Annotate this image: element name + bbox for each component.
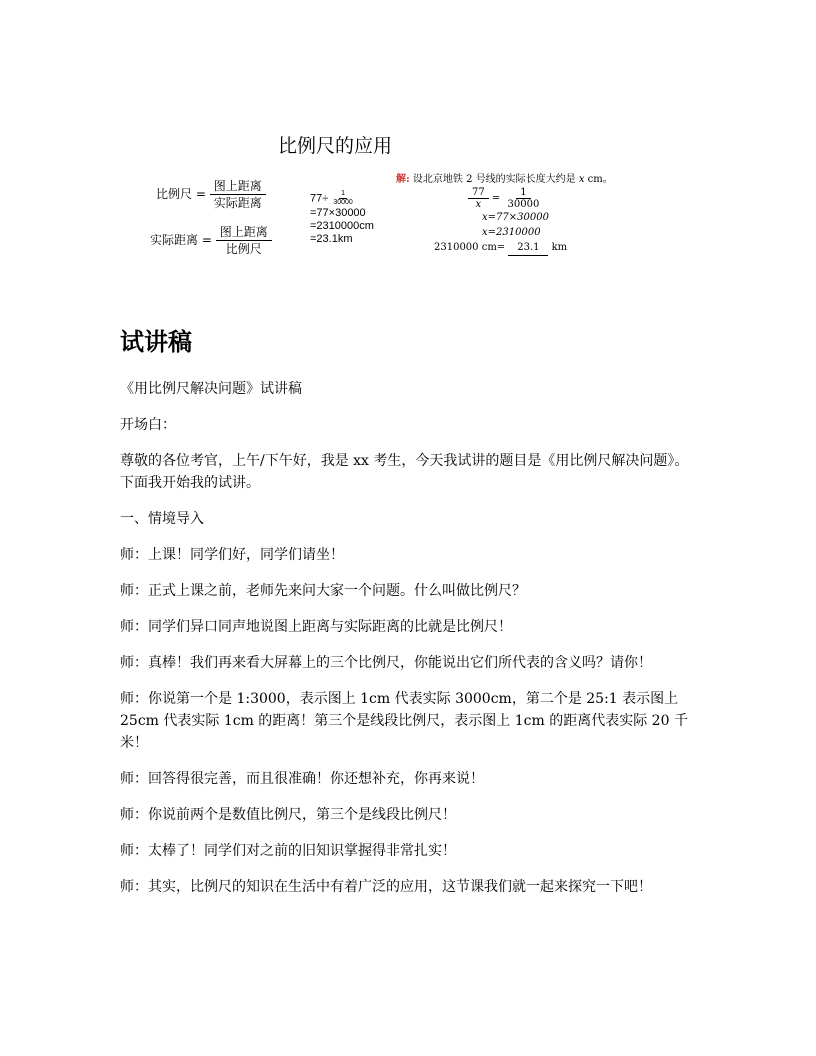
conversion-prefix: 2310000 cm= (434, 242, 506, 253)
equation-numerator: 1 (516, 187, 530, 199)
calc-first-line (310, 190, 374, 207)
paragraph: 开场白： (120, 417, 176, 433)
calc-numerator: 1 (341, 190, 346, 197)
unit-conversion (434, 240, 613, 256)
calculation-method-2 (396, 172, 613, 256)
formula-label: 实际距离 = (150, 233, 212, 247)
formula-denominator: 实际距离 (213, 196, 262, 210)
equation-step: x=2310000 (482, 227, 541, 238)
formula-label: 比例尺 = (156, 187, 206, 201)
paragraph: 师：上课！同学们好，同学们请坐！ (120, 547, 344, 563)
proportion-equation (468, 187, 613, 210)
equation-denominator: 30000 (507, 199, 540, 210)
paragraph: 师：你说第一个是 1:3000，表示图上 1cm 代表实际 3000cm，第二个是 25:1 表示图上 25cm 代表实际 1cm 的距离！第三个是线段比例尺，表示图上 1cm 的距离代表实际 20 千米！ (120, 691, 688, 751)
calc-prefix: 77÷ (310, 192, 329, 205)
calc-line: =77×30000 (310, 207, 366, 219)
calculation-method-1 (310, 190, 374, 246)
calc-fraction (331, 190, 354, 207)
paragraph: 尊敬的各位考官，上午/下午好，我是 xx 考生，今天我试讲的题目是《用比例尺解决问题》。下面我开始我的试讲。 (120, 453, 689, 491)
solution-variable: x (578, 174, 585, 185)
solution-text: 设北京地铁 2 号线的实际长度大约是 (412, 174, 576, 185)
solution-label: 解: (396, 174, 410, 185)
paragraph: 师：同学们异口同声地说图上距离与实际距离的比就是比例尺！ (120, 619, 512, 635)
paragraph: 师：正式上课之前，老师先来问大家一个问题。什么叫做比例尺？ (120, 583, 526, 599)
conversion-unit: km (551, 242, 568, 253)
conversion-answer: 23.1 (508, 240, 548, 256)
paragraph: 师：其实，比例尺的知识在生活中有着广泛的应用，这节课我们就一起来探究一下吧！ (120, 879, 652, 895)
actual-distance-formula (150, 224, 272, 257)
solution-statement (396, 172, 613, 187)
script-body (120, 378, 696, 912)
figure-title: 比例尺的应用 (278, 135, 393, 157)
equation-denominator: x (475, 199, 482, 210)
paragraph: 师：你说前两个是数值比例尺，第三个是线段比例尺！ (120, 807, 456, 823)
formula-denominator: 比例尺 (225, 242, 262, 256)
paragraph: 《用比例尺解决问题》试讲稿 (120, 381, 302, 397)
equation-right-fraction (504, 187, 544, 210)
solution-unit: cm。 (587, 174, 613, 185)
paragraph: 师：真棒！我们再来看大屏幕上的三个比例尺，你能说出它们所代表的含义吗？请你！ (120, 655, 652, 671)
page-heading: 试讲稿 (120, 328, 192, 356)
formula-fraction (216, 224, 272, 257)
equation-step: x=77×30000 (482, 212, 549, 223)
paragraph: 师：太棒了！同学们对之前的旧知识掌握得非常扎实！ (120, 843, 456, 859)
formula-fraction (210, 178, 266, 211)
equation-left-fraction (468, 187, 489, 210)
calc-denominator: 30000 (333, 199, 353, 206)
paragraph: 一、情境导入 (120, 511, 204, 527)
paragraph: 师：回答得很完善，而且很准确！你还想补充，你再来说！ (120, 771, 484, 787)
formula-numerator: 图上距离 (216, 224, 272, 241)
calc-line: =23.1km (310, 233, 353, 245)
scale-formula (156, 178, 266, 211)
lesson-figure (140, 128, 640, 278)
calc-line: =2310000cm (310, 220, 374, 232)
equation-numerator: 77 (468, 187, 489, 199)
equals-sign: = (491, 193, 501, 204)
formula-numerator: 图上距离 (210, 178, 266, 195)
